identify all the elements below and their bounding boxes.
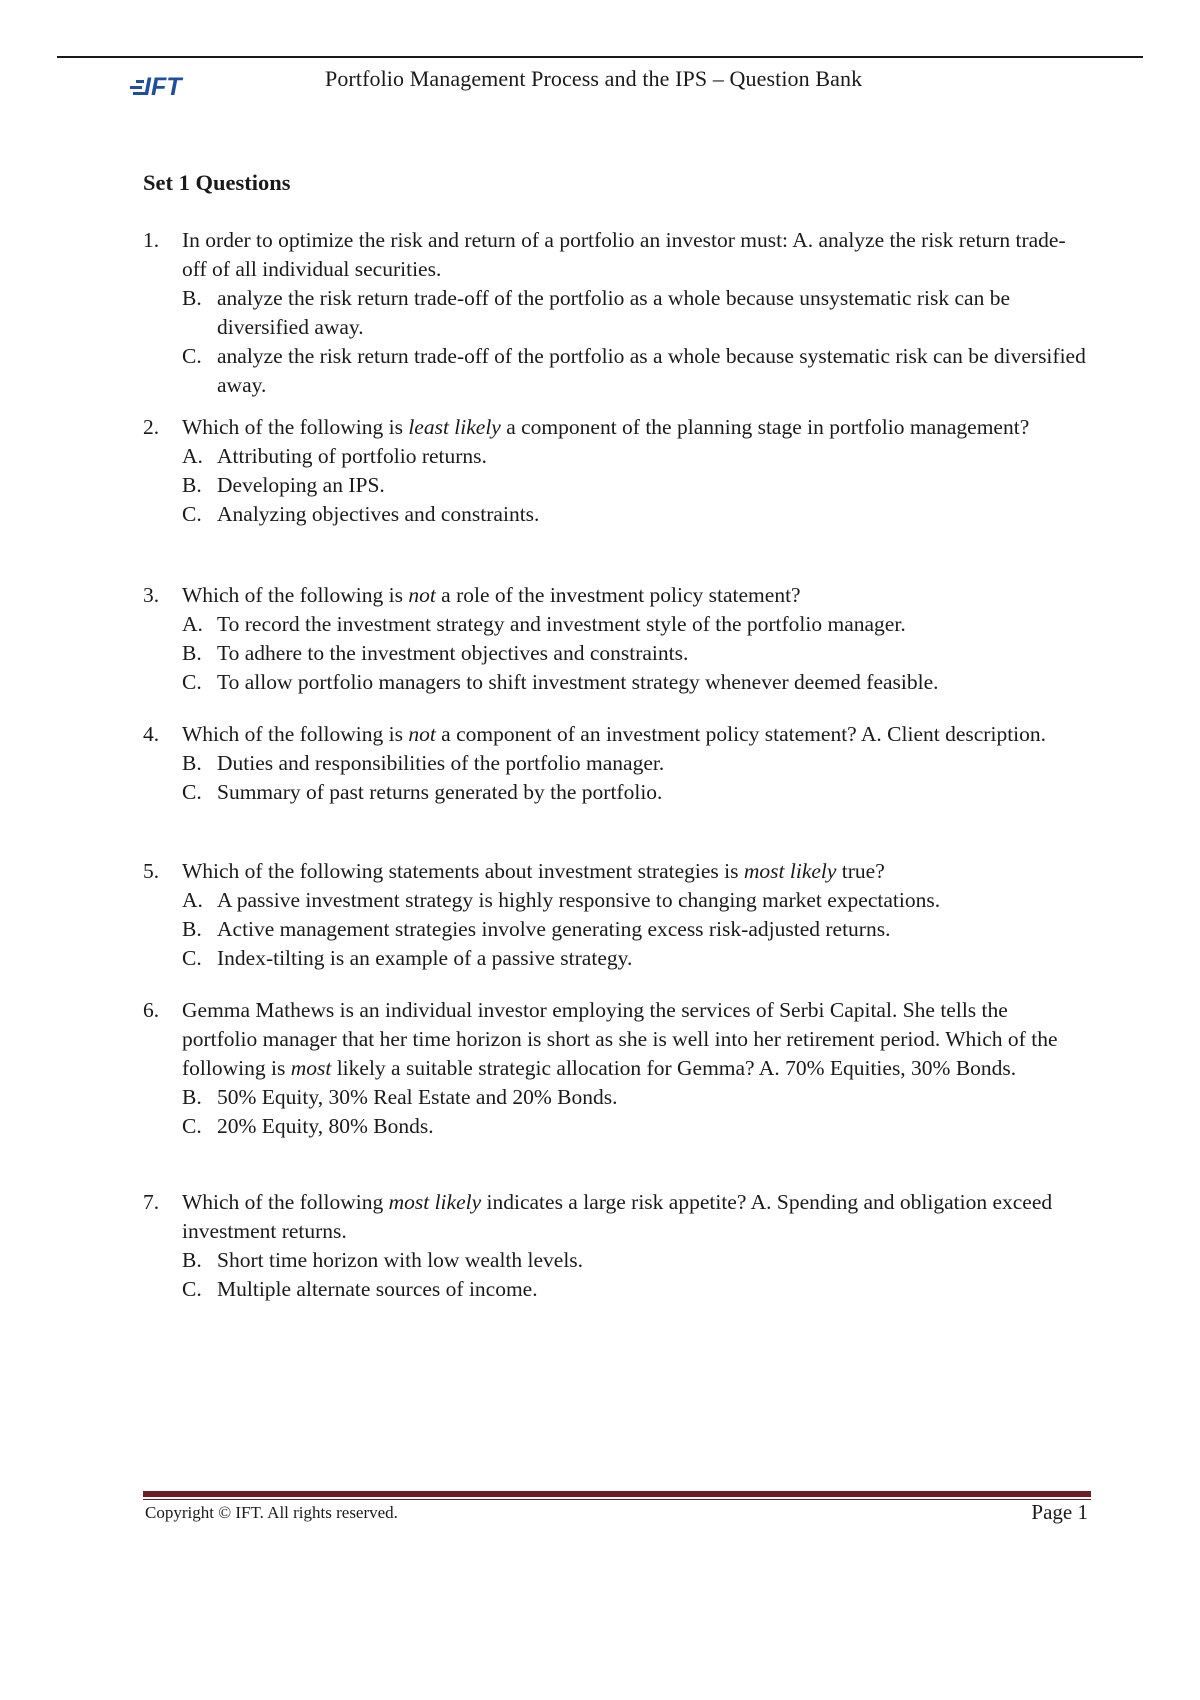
question-stem: [143, 413, 1088, 442]
option-text: Short time horizon with low wealth levels.: [217, 1248, 584, 1272]
answer-option: [182, 1246, 1088, 1275]
question-stem: [143, 857, 1088, 886]
question-stem: [143, 720, 1088, 749]
question-6: [143, 996, 1088, 1141]
option-letter: B.: [182, 286, 202, 310]
answer-option: [182, 1083, 1088, 1112]
question-number: 3.: [143, 583, 160, 607]
stem-text: In order to optimize the risk and return of a portfolio an investor must: A. analyze the risk return trade-off of all individual securities.: [182, 228, 1066, 281]
option-text: 20% Equity, 80% Bonds.: [217, 1114, 434, 1138]
stem-text: true?: [836, 859, 885, 883]
answer-option: [182, 284, 1088, 342]
answer-option: [182, 749, 1088, 778]
stem-text: Which of the following is: [182, 722, 409, 746]
option-text: analyze the risk return trade-off of the portfolio as a whole because unsystematic risk can be diversified away.: [217, 286, 1011, 339]
question-number: 6.: [143, 998, 160, 1022]
stem-text: Which of the following statements about investment strategies is: [182, 859, 744, 883]
stem-text: Which of the following is: [182, 415, 409, 439]
answer-options: [143, 1246, 1088, 1304]
option-text: Duties and responsibilities of the portfolio manager.: [217, 751, 665, 775]
option-text: Summary of past returns generated by the portfolio.: [217, 780, 663, 804]
option-text: To adhere to the investment objectives and constraints.: [217, 641, 689, 665]
option-letter: C.: [182, 670, 202, 694]
option-text: A passive investment strategy is highly responsive to changing market expectations.: [217, 888, 941, 912]
option-letter: C.: [182, 1277, 202, 1301]
footer-rule-thin: [143, 1499, 1091, 1500]
stem-text: Gemma Mathews is an individual investor employing the services of Serbi Capital. She tells the portfolio manager that her time horizon is short as she is well into her retirement period. Which of the following is: [182, 998, 1058, 1080]
option-letter: B.: [182, 473, 202, 497]
stem-text: Which of the following: [182, 1190, 389, 1214]
question-stem: [143, 226, 1088, 284]
question-number: 4.: [143, 722, 160, 746]
answer-option: [182, 442, 1088, 471]
answer-option: [182, 342, 1088, 400]
stem-text: Which of the following is: [182, 583, 409, 607]
emphasis-text: most likely: [743, 859, 837, 883]
option-text: To allow portfolio managers to shift investment strategy whenever deemed feasible.: [217, 670, 939, 694]
answer-option: [182, 886, 1088, 915]
answer-option: [182, 915, 1088, 944]
question-stem: [143, 996, 1088, 1083]
stem-text: likely a suitable strategic allocation for Gemma? A. 70% Equities, 30% Bonds.: [331, 1056, 1017, 1080]
copyright-notice: Copyright © IFT. All rights reserved.: [145, 1503, 398, 1522]
answer-options: [143, 610, 1088, 697]
answer-option: [182, 610, 1088, 639]
emphasis-text: not: [408, 722, 436, 746]
answer-options: [143, 886, 1088, 973]
option-letter: B.: [182, 641, 202, 665]
question-7: [143, 1188, 1088, 1304]
question-number: 7.: [143, 1190, 160, 1214]
question-number: 1.: [143, 228, 160, 252]
option-letter: B.: [182, 751, 202, 775]
section-title: Set 1 Questions: [143, 170, 291, 195]
answer-options: [143, 284, 1088, 400]
answer-options: [143, 442, 1088, 529]
option-letter: B.: [182, 1248, 202, 1272]
answer-option: [182, 639, 1088, 668]
svg-text:IFT: IFT: [144, 73, 182, 100]
option-text: analyze the risk return trade-off of the portfolio as a whole because systematic risk can be diversified away.: [217, 344, 1086, 397]
option-text: Developing an IPS.: [217, 473, 385, 497]
emphasis-text: most: [290, 1056, 332, 1080]
answer-option: [182, 944, 1088, 973]
question-stem: [143, 1188, 1088, 1246]
stem-text: a component of an investment policy statement? A. Client description.: [435, 722, 1047, 746]
question-number: 2.: [143, 415, 160, 439]
option-text: Attributing of portfolio returns.: [217, 444, 487, 468]
footer-rule: [143, 1491, 1091, 1497]
answer-option: [182, 471, 1088, 500]
question-5: [143, 857, 1088, 973]
stem-text: indicates a large risk appetite? A. Spending and obligation exceed investment returns.: [182, 1190, 1053, 1243]
option-letter: A.: [182, 444, 203, 468]
option-text: Multiple alternate sources of income.: [217, 1277, 538, 1301]
answer-option: [182, 1275, 1088, 1304]
answer-options: [143, 749, 1088, 807]
question-number: 5.: [143, 859, 160, 883]
question-4: [143, 720, 1088, 807]
option-letter: A.: [182, 888, 203, 912]
option-letter: C.: [182, 502, 202, 526]
answer-option: [182, 668, 1088, 697]
option-letter: C.: [182, 946, 202, 970]
header-rule: [57, 56, 1143, 58]
option-letter: B.: [182, 1085, 202, 1109]
answer-option: [182, 778, 1088, 807]
option-letter: A.: [182, 612, 203, 636]
answer-option: [182, 1112, 1088, 1141]
emphasis-text: most likely: [388, 1190, 482, 1214]
option-letter: C.: [182, 1114, 202, 1138]
answer-options: [143, 1083, 1088, 1141]
question-2: [143, 413, 1088, 529]
stem-text: a component of the planning stage in portfolio management?: [500, 415, 1030, 439]
page-number: Page 1: [1031, 1500, 1088, 1524]
option-letter: B.: [182, 917, 202, 941]
option-text: Active management strategies involve generating excess risk-adjusted returns.: [217, 917, 891, 941]
question-stem: [143, 581, 1088, 610]
option-letter: C.: [182, 780, 202, 804]
stem-text: a role of the investment policy statement?: [435, 583, 801, 607]
ift-logo: [130, 70, 210, 100]
emphasis-text: least likely: [408, 415, 501, 439]
option-text: 50% Equity, 30% Real Estate and 20% Bonds.: [217, 1085, 618, 1109]
question-1: [143, 226, 1088, 400]
option-text: Analyzing objectives and constraints.: [217, 502, 540, 526]
document-title: Portfolio Management Process and the IPS – Question Bank: [325, 66, 863, 91]
option-text: Index-tilting is an example of a passive strategy.: [217, 946, 633, 970]
option-text: To record the investment strategy and investment style of the portfolio manager.: [217, 612, 906, 636]
answer-option: [182, 500, 1088, 529]
emphasis-text: not: [408, 583, 436, 607]
option-letter: C.: [182, 344, 202, 368]
question-3: [143, 581, 1088, 697]
